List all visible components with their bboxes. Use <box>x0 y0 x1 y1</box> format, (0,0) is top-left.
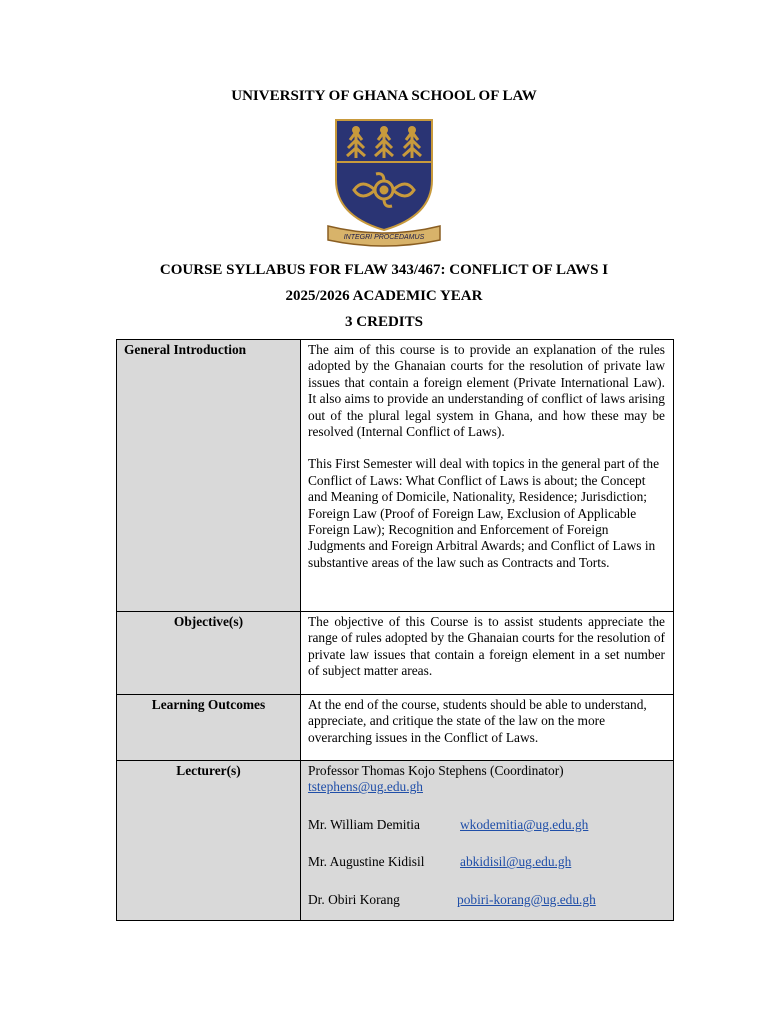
row-label: Objective(s) <box>117 612 301 695</box>
lecturer-name: Mr. William Demitia <box>308 816 420 832</box>
lecturer-email-link[interactable]: wkodemitia@ug.edu.gh <box>460 816 589 832</box>
table-row <box>117 695 674 761</box>
lecturer-email-link[interactable]: abkidisil@ug.edu.gh <box>460 854 572 870</box>
row-value: The objective of this Course is to assist students appreciate the range of rules adopted by the Ghanaian courts for the resolution of private law issues that contain a foreign element in a set number of subject matter areas. <box>301 612 674 695</box>
row-value: At the end of the course, students should be able to understand, appreciate, and critique the state of the law on the more overarching issues in the Conflict of Laws. <box>301 695 674 761</box>
university-title: UNIVERSITY OF GHANA SCHOOL OF LAW <box>231 88 537 104</box>
lecturer-line <box>308 817 665 833</box>
lecturer-line <box>308 854 665 870</box>
lecturer-email-link[interactable]: pobiri-korang@ug.edu.gh <box>457 891 596 907</box>
coordinator-email-link[interactable]: tstephens@ug.edu.gh <box>308 779 423 795</box>
university-crest-logo <box>326 118 442 248</box>
coordinator-name: Professor Thomas Kojo Stephens (Coordinator) <box>308 763 564 778</box>
table-row <box>117 612 674 695</box>
course-title: COURSE SYLLABUS FOR FLAW 343/467: CONFLICT OF LAWS I <box>159 262 609 278</box>
row-label: Learning Outcomes <box>117 695 301 761</box>
table-row <box>117 340 674 612</box>
intro-paragraph: This First Semester will deal with topics in the general part of the Conflict of Laws: What Conflict of Laws is about; the Concept and Meaning of Domicile, Nationality, Residence; Jurisdiction; Foreign Law (Proof of Foreign Law, Exclusion of Applicable Foreign Law); Recognition and Enforcement of Foreign Judgments and Foreign Arbitral Awards; and Conflict of Laws in substantive areas of the law such as Contracts and Torts. <box>308 456 660 570</box>
lecturers-cell <box>301 761 674 921</box>
motto-text: INTEGRI PROCEDAMUS <box>343 234 425 241</box>
lecturer-line <box>308 892 665 908</box>
lecturer-name: Dr. Obiri Korang <box>308 891 400 907</box>
credits: 3 CREDITS <box>345 314 423 330</box>
row-label: Lecturer(s) <box>117 761 301 921</box>
syllabus-table <box>116 339 674 921</box>
row-label: General Introduction <box>117 340 301 612</box>
intro-paragraph: The aim of this course is to provide an explanation of the rules adopted by the Ghanaian courts for the resolution of private law issues that contain a foreign element (Private International Law). It also aims to provide an understanding of conflict of laws arising out of the plural legal system in Ghana, and how these may be resolved (Internal Conflict of Laws). <box>308 342 665 440</box>
academic-year: 2025/2026 ACADEMIC YEAR <box>285 288 483 304</box>
table-row <box>117 761 674 921</box>
row-value <box>301 340 674 612</box>
lecturer-name: Mr. Augustine Kidisil <box>308 854 425 870</box>
